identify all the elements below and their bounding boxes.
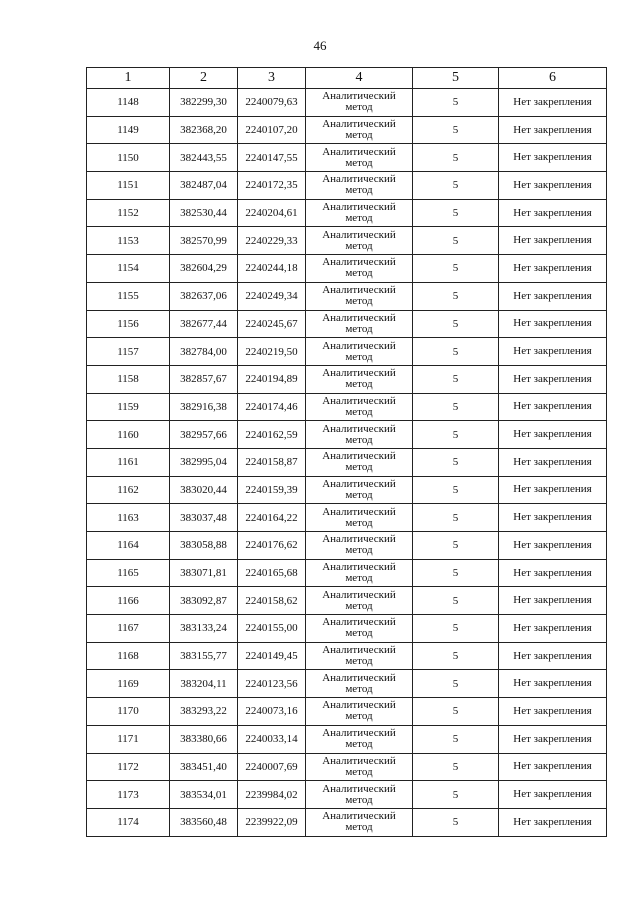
accuracy-cell: 5 <box>413 116 499 144</box>
method-cell <box>306 448 413 476</box>
table-row <box>87 365 607 393</box>
table-row <box>87 89 607 117</box>
fixation-cell: Нет закрепления <box>499 421 607 449</box>
method-line-1: Аналитический <box>322 699 396 712</box>
method-line-2: метод <box>345 793 373 806</box>
method-line-1: Аналитический <box>322 394 396 407</box>
method-line-2: метод <box>345 267 373 280</box>
point-number-cell: 1171 <box>87 725 170 753</box>
y-coordinate-cell: 2240107,20 <box>238 116 306 144</box>
y-coordinate-cell: 2240158,62 <box>238 587 306 615</box>
method-cell <box>306 365 413 393</box>
method-line-1: Аналитический <box>322 118 396 131</box>
accuracy-cell: 5 <box>413 781 499 809</box>
method-cell <box>306 615 413 643</box>
method-line-2: метод <box>345 682 373 695</box>
method-cell <box>306 559 413 587</box>
method-line-2: метод <box>345 378 373 391</box>
table-row <box>87 587 607 615</box>
x-coordinate-cell: 383155,77 <box>170 642 238 670</box>
method-line-1: Аналитический <box>322 477 396 490</box>
table-row <box>87 642 607 670</box>
x-coordinate-cell: 382916,38 <box>170 393 238 421</box>
y-coordinate-cell: 2240162,59 <box>238 421 306 449</box>
y-coordinate-cell: 2240149,45 <box>238 642 306 670</box>
method-line-2: метод <box>345 627 373 640</box>
method-line-1: Аналитический <box>322 311 396 324</box>
method-line-2: метод <box>345 821 373 834</box>
accuracy-cell: 5 <box>413 504 499 532</box>
method-line-1: Аналитический <box>322 616 396 629</box>
column-header-3: 3 <box>238 68 306 89</box>
x-coordinate-cell: 383534,01 <box>170 781 238 809</box>
method-cell <box>306 227 413 255</box>
method-line-1: Аналитический <box>322 561 396 574</box>
x-coordinate-cell: 383451,40 <box>170 753 238 781</box>
accuracy-cell: 5 <box>413 642 499 670</box>
accuracy-cell: 5 <box>413 199 499 227</box>
table-row <box>87 753 607 781</box>
point-number-cell: 1156 <box>87 310 170 338</box>
coordinates-table <box>86 67 607 837</box>
x-coordinate-cell: 382995,04 <box>170 448 238 476</box>
y-coordinate-cell: 2240164,22 <box>238 504 306 532</box>
accuracy-cell: 5 <box>413 365 499 393</box>
fixation-cell: Нет закрепления <box>499 808 607 836</box>
method-cell <box>306 255 413 283</box>
x-coordinate-cell: 382604,29 <box>170 255 238 283</box>
fixation-cell: Нет закрепления <box>499 310 607 338</box>
point-number-cell: 1162 <box>87 476 170 504</box>
point-number-cell: 1150 <box>87 144 170 172</box>
y-coordinate-cell: 2240073,16 <box>238 698 306 726</box>
column-header-5: 5 <box>413 68 499 89</box>
point-number-cell: 1167 <box>87 615 170 643</box>
x-coordinate-cell: 383071,81 <box>170 559 238 587</box>
method-line-2: метод <box>345 544 373 557</box>
point-number-cell: 1151 <box>87 172 170 200</box>
table-row <box>87 781 607 809</box>
method-cell <box>306 698 413 726</box>
y-coordinate-cell: 2239922,09 <box>238 808 306 836</box>
table-row <box>87 255 607 283</box>
x-coordinate-cell: 382443,55 <box>170 144 238 172</box>
y-coordinate-cell: 2240007,69 <box>238 753 306 781</box>
x-coordinate-cell: 383133,24 <box>170 615 238 643</box>
method-line-1: Аналитический <box>322 671 396 684</box>
method-line-2: метод <box>345 461 373 474</box>
method-line-1: Аналитический <box>322 727 396 740</box>
method-cell <box>306 393 413 421</box>
method-line-1: Аналитический <box>322 505 396 518</box>
table-row <box>87 532 607 560</box>
method-line-2: метод <box>345 765 373 778</box>
fixation-cell: Нет закрепления <box>499 532 607 560</box>
point-number-cell: 1157 <box>87 338 170 366</box>
accuracy-cell: 5 <box>413 255 499 283</box>
x-coordinate-cell: 383204,11 <box>170 670 238 698</box>
point-number-cell: 1158 <box>87 365 170 393</box>
table-row <box>87 808 607 836</box>
table-row <box>87 448 607 476</box>
y-coordinate-cell: 2240219,50 <box>238 338 306 366</box>
fixation-cell: Нет закрепления <box>499 89 607 117</box>
accuracy-cell: 5 <box>413 393 499 421</box>
fixation-cell: Нет закрепления <box>499 615 607 643</box>
point-number-cell: 1160 <box>87 421 170 449</box>
point-number-cell: 1163 <box>87 504 170 532</box>
method-cell <box>306 116 413 144</box>
x-coordinate-cell: 382957,66 <box>170 421 238 449</box>
method-line-1: Аналитический <box>322 201 396 214</box>
x-coordinate-cell: 383092,87 <box>170 587 238 615</box>
point-number-cell: 1170 <box>87 698 170 726</box>
method-line-2: метод <box>345 156 373 169</box>
accuracy-cell: 5 <box>413 227 499 255</box>
method-cell <box>306 476 413 504</box>
method-line-1: Аналитический <box>322 173 396 186</box>
point-number-cell: 1161 <box>87 448 170 476</box>
point-number-cell: 1153 <box>87 227 170 255</box>
method-line-1: Аналитический <box>322 422 396 435</box>
method-line-1: Аналитический <box>322 284 396 297</box>
fixation-cell: Нет закрепления <box>499 698 607 726</box>
method-line-2: метод <box>345 572 373 585</box>
accuracy-cell: 5 <box>413 338 499 366</box>
column-header-1: 1 <box>87 68 170 89</box>
method-line-1: Аналитический <box>322 450 396 463</box>
y-coordinate-cell: 2239984,02 <box>238 781 306 809</box>
fixation-cell: Нет закрепления <box>499 448 607 476</box>
method-line-2: метод <box>345 350 373 363</box>
x-coordinate-cell: 383020,44 <box>170 476 238 504</box>
table-row <box>87 116 607 144</box>
method-line-2: метод <box>345 599 373 612</box>
method-line-1: Аналитический <box>322 367 396 380</box>
method-line-2: метод <box>345 516 373 529</box>
column-header-2: 2 <box>170 68 238 89</box>
accuracy-cell: 5 <box>413 282 499 310</box>
method-cell <box>306 587 413 615</box>
y-coordinate-cell: 2240158,87 <box>238 448 306 476</box>
fixation-cell: Нет закрепления <box>499 172 607 200</box>
method-line-1: Аналитический <box>322 810 396 823</box>
accuracy-cell: 5 <box>413 670 499 698</box>
fixation-cell: Нет закрепления <box>499 559 607 587</box>
x-coordinate-cell: 383293,22 <box>170 698 238 726</box>
table-row <box>87 338 607 366</box>
fixation-cell: Нет закрепления <box>499 255 607 283</box>
y-coordinate-cell: 2240079,63 <box>238 89 306 117</box>
method-line-1: Аналитический <box>322 228 396 241</box>
x-coordinate-cell: 382677,44 <box>170 310 238 338</box>
y-coordinate-cell: 2240123,56 <box>238 670 306 698</box>
y-coordinate-cell: 2240249,34 <box>238 282 306 310</box>
column-header-6: 6 <box>499 68 607 89</box>
fixation-cell: Нет закрепления <box>499 116 607 144</box>
page-number: 46 <box>313 38 327 53</box>
table-row <box>87 615 607 643</box>
accuracy-cell: 5 <box>413 421 499 449</box>
y-coordinate-cell: 2240033,14 <box>238 725 306 753</box>
method-line-2: метод <box>345 655 373 668</box>
method-line-1: Аналитический <box>322 588 396 601</box>
accuracy-cell: 5 <box>413 310 499 338</box>
x-coordinate-cell: 382299,30 <box>170 89 238 117</box>
method-cell <box>306 808 413 836</box>
method-cell <box>306 781 413 809</box>
table-row <box>87 144 607 172</box>
y-coordinate-cell: 2240155,00 <box>238 615 306 643</box>
y-coordinate-cell: 2240194,89 <box>238 365 306 393</box>
method-cell <box>306 753 413 781</box>
method-cell <box>306 144 413 172</box>
method-line-2: метод <box>345 239 373 252</box>
point-number-cell: 1154 <box>87 255 170 283</box>
table-row <box>87 172 607 200</box>
point-number-cell: 1152 <box>87 199 170 227</box>
accuracy-cell: 5 <box>413 448 499 476</box>
fixation-cell: Нет закрепления <box>499 504 607 532</box>
fixation-cell: Нет закрепления <box>499 476 607 504</box>
method-line-2: метод <box>345 488 373 501</box>
table-row <box>87 476 607 504</box>
point-number-cell: 1168 <box>87 642 170 670</box>
point-number-cell: 1155 <box>87 282 170 310</box>
point-number-cell: 1165 <box>87 559 170 587</box>
table-row <box>87 725 607 753</box>
y-coordinate-cell: 2240204,61 <box>238 199 306 227</box>
table-row <box>87 421 607 449</box>
method-line-2: метод <box>345 710 373 723</box>
y-coordinate-cell: 2240165,68 <box>238 559 306 587</box>
point-number-cell: 1174 <box>87 808 170 836</box>
accuracy-cell: 5 <box>413 172 499 200</box>
method-cell <box>306 338 413 366</box>
accuracy-cell: 5 <box>413 476 499 504</box>
method-cell <box>306 642 413 670</box>
fixation-cell: Нет закрепления <box>499 670 607 698</box>
point-number-cell: 1149 <box>87 116 170 144</box>
accuracy-cell: 5 <box>413 559 499 587</box>
method-line-2: метод <box>345 184 373 197</box>
table-row <box>87 227 607 255</box>
table-row <box>87 393 607 421</box>
y-coordinate-cell: 2240172,35 <box>238 172 306 200</box>
x-coordinate-cell: 382637,06 <box>170 282 238 310</box>
method-line-2: метод <box>345 405 373 418</box>
method-line-2: метод <box>345 212 373 225</box>
method-line-2: метод <box>345 295 373 308</box>
point-number-cell: 1169 <box>87 670 170 698</box>
method-line-2: метод <box>345 129 373 142</box>
method-line-1: Аналитический <box>322 782 396 795</box>
table-row <box>87 282 607 310</box>
x-coordinate-cell: 383380,66 <box>170 725 238 753</box>
accuracy-cell: 5 <box>413 89 499 117</box>
point-number-cell: 1159 <box>87 393 170 421</box>
x-coordinate-cell: 382570,99 <box>170 227 238 255</box>
fixation-cell: Нет закрепления <box>499 282 607 310</box>
x-coordinate-cell: 383560,48 <box>170 808 238 836</box>
x-coordinate-cell: 382784,00 <box>170 338 238 366</box>
y-coordinate-cell: 2240147,55 <box>238 144 306 172</box>
method-cell <box>306 310 413 338</box>
method-line-2: метод <box>345 433 373 446</box>
y-coordinate-cell: 2240174,46 <box>238 393 306 421</box>
method-line-1: Аналитический <box>322 533 396 546</box>
method-line-1: Аналитический <box>322 145 396 158</box>
method-cell <box>306 172 413 200</box>
fixation-cell: Нет закрепления <box>499 227 607 255</box>
header-row <box>87 68 607 89</box>
x-coordinate-cell: 382857,67 <box>170 365 238 393</box>
point-number-cell: 1173 <box>87 781 170 809</box>
point-number-cell: 1164 <box>87 532 170 560</box>
table-row <box>87 559 607 587</box>
y-coordinate-cell: 2240229,33 <box>238 227 306 255</box>
y-coordinate-cell: 2240244,18 <box>238 255 306 283</box>
table-row <box>87 199 607 227</box>
fixation-cell: Нет закрепления <box>499 144 607 172</box>
accuracy-cell: 5 <box>413 725 499 753</box>
fixation-cell: Нет закрепления <box>499 725 607 753</box>
point-number-cell: 1148 <box>87 89 170 117</box>
x-coordinate-cell: 383058,88 <box>170 532 238 560</box>
fixation-cell: Нет закрепления <box>499 587 607 615</box>
table-row <box>87 504 607 532</box>
table-row <box>87 698 607 726</box>
table-row <box>87 670 607 698</box>
accuracy-cell: 5 <box>413 753 499 781</box>
method-line-1: Аналитический <box>322 644 396 657</box>
point-number-cell: 1166 <box>87 587 170 615</box>
method-line-1: Аналитический <box>322 256 396 269</box>
method-cell <box>306 421 413 449</box>
y-coordinate-cell: 2240245,67 <box>238 310 306 338</box>
accuracy-cell: 5 <box>413 808 499 836</box>
y-coordinate-cell: 2240159,39 <box>238 476 306 504</box>
method-line-1: Аналитический <box>322 90 396 103</box>
method-cell <box>306 670 413 698</box>
accuracy-cell: 5 <box>413 615 499 643</box>
fixation-cell: Нет закрепления <box>499 338 607 366</box>
accuracy-cell: 5 <box>413 698 499 726</box>
accuracy-cell: 5 <box>413 144 499 172</box>
method-cell <box>306 532 413 560</box>
point-number-cell: 1172 <box>87 753 170 781</box>
method-line-2: метод <box>345 322 373 335</box>
method-cell <box>306 504 413 532</box>
fixation-cell: Нет закрепления <box>499 199 607 227</box>
method-cell <box>306 725 413 753</box>
accuracy-cell: 5 <box>413 532 499 560</box>
fixation-cell: Нет закрепления <box>499 781 607 809</box>
fixation-cell: Нет закрепления <box>499 642 607 670</box>
table-row <box>87 310 607 338</box>
x-coordinate-cell: 382487,04 <box>170 172 238 200</box>
method-line-2: метод <box>345 738 373 751</box>
x-coordinate-cell: 382368,20 <box>170 116 238 144</box>
fixation-cell: Нет закрепления <box>499 393 607 421</box>
method-cell <box>306 89 413 117</box>
fixation-cell: Нет закрепления <box>499 365 607 393</box>
method-line-1: Аналитический <box>322 339 396 352</box>
fixation-cell: Нет закрепления <box>499 753 607 781</box>
method-cell <box>306 199 413 227</box>
method-line-2: метод <box>345 101 373 114</box>
method-line-1: Аналитический <box>322 754 396 767</box>
x-coordinate-cell: 383037,48 <box>170 504 238 532</box>
table-header <box>87 68 607 89</box>
y-coordinate-cell: 2240176,62 <box>238 532 306 560</box>
column-header-4: 4 <box>306 68 413 89</box>
method-cell <box>306 282 413 310</box>
table-body <box>87 89 607 837</box>
x-coordinate-cell: 382530,44 <box>170 199 238 227</box>
accuracy-cell: 5 <box>413 587 499 615</box>
